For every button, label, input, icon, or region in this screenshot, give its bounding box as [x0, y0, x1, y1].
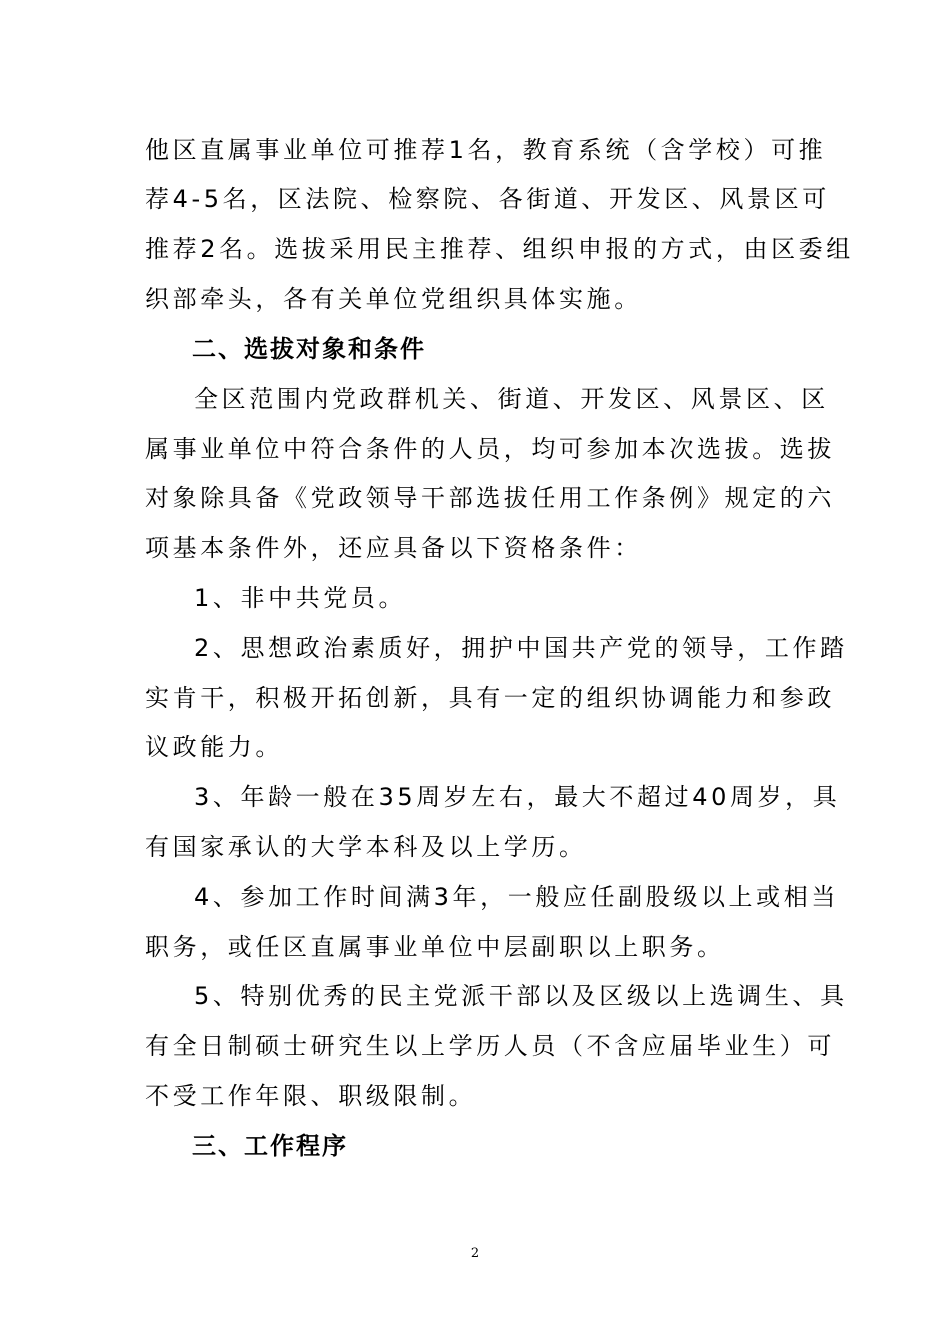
paragraph-line: 对象除具备《党政领导干部选拔任用工作条例》规定的六 [145, 484, 835, 512]
paragraph-line: 不受工作年限、职级限制。 [145, 1082, 477, 1110]
list-item: 5、特别优秀的民主党派干部以及区级以上选调生、具 [194, 982, 848, 1010]
paragraph-line: 有全日制硕士研究生以上学历人员（不含应届毕业生）可 [145, 1032, 835, 1060]
section-heading: 三、工作程序 [192, 1132, 348, 1160]
list-item: 1、非中共党员。 [194, 584, 407, 612]
paragraph-line: 荐4-5名，区法院、检察院、各街道、开发区、风景区可 [145, 185, 830, 213]
paragraph-line: 职务，或任区直属事业单位中层副职以上职务。 [145, 933, 725, 961]
paragraph-line: 属事业单位中符合条件的人员，均可参加本次选拔。选拔 [145, 435, 835, 463]
paragraph-line: 全区范围内党政群机关、街道、开发区、风景区、区 [194, 385, 829, 413]
page-number: 2 [470, 1246, 480, 1261]
list-item: 3、年龄一般在35周岁左右，最大不超过40周岁，具 [194, 783, 841, 811]
paragraph-line: 实肯干，积极开拓创新，具有一定的组织协调能力和参政 [145, 684, 835, 712]
list-item: 2、思想政治素质好，拥护中国共产党的领导，工作踏 [194, 634, 848, 662]
paragraph-line: 织部牵头，各有关单位党组织具体实施。 [145, 285, 642, 313]
paragraph-line: 推荐2名。选拔采用民主推荐、组织申报的方式，由区委组 [145, 235, 854, 263]
section-heading: 二、选拔对象和条件 [192, 335, 426, 363]
paragraph-line: 议政能力。 [145, 733, 283, 761]
paragraph-line: 有国家承认的大学本科及以上学历。 [145, 833, 587, 861]
list-item: 4、参加工作时间满3年，一般应任副股级以上或相当 [194, 883, 839, 911]
paragraph-line: 项基本条件外，还应具备以下资格条件： [145, 534, 642, 562]
paragraph-line: 他区直属事业单位可推荐1名，教育系统（含学校）可推 [145, 136, 827, 164]
